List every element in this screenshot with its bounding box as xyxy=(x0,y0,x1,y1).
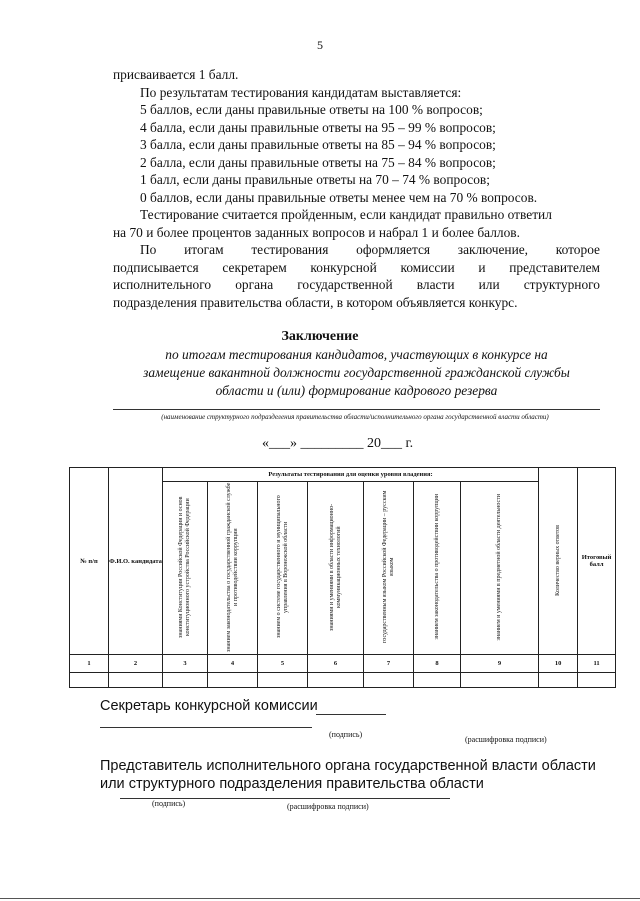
conclusion-subtitle xyxy=(113,346,600,400)
secretary-name-line xyxy=(100,727,312,728)
subtitle-line: по итогам тестирования кандидатов, участвующих в конкурсе на xyxy=(165,347,548,362)
col-number: 1 xyxy=(70,655,109,673)
col-number: 8 xyxy=(414,655,461,673)
col-header-k4-text: знаниями и умениями в области информационно-коммуникационных технологий xyxy=(328,503,342,631)
col-number: 6 xyxy=(308,655,364,673)
col-header-k7-text: знанием и умениями в предметной области деятельности xyxy=(496,493,503,641)
col-header-k1-text: знаниями Конституции Российской Федерации и основ конституционного устройства Российской Федерации xyxy=(178,496,191,638)
col-number: 11 xyxy=(578,655,616,673)
conclusion-title: Заключение xyxy=(281,329,359,344)
text-line: 0 баллов, если даны правильные ответы менее чем на 70 % вопросов. xyxy=(140,189,538,205)
col-number: 7 xyxy=(364,655,414,673)
empty-cell[interactable] xyxy=(539,673,578,688)
results-header: Результаты тестирования для оценки уровня владения: xyxy=(163,468,539,482)
text-line: 1 балл, если даны правильные ответы на 70 – 74 % вопросов; xyxy=(140,172,490,187)
col-number: 4 xyxy=(208,655,258,673)
col-number: 5 xyxy=(258,655,308,673)
col-header-k4 xyxy=(308,482,364,655)
col-header-number: № п/п xyxy=(70,468,109,655)
empty-cell[interactable] xyxy=(414,673,461,688)
empty-cell[interactable] xyxy=(258,673,308,688)
col-header-k5-text: государственным языком Российской Федерации – русским языком xyxy=(381,490,395,644)
col-header-total: Итоговый балл xyxy=(578,468,616,655)
col-header-fio: Ф.И.О. кандидата xyxy=(109,468,163,655)
col-number: 2 xyxy=(109,655,163,673)
table-row xyxy=(70,673,616,688)
text-line: присваивается 1 балл. xyxy=(113,67,239,82)
text-line: Тестирование считается пройденным, если кандидат правильно ответил xyxy=(140,207,552,222)
col-header-correct xyxy=(539,468,578,655)
text-line: 4 балла, если даны правильные ответы на 95 – 99 % вопросов; xyxy=(140,119,496,135)
org-name-caption: (наименование структурного подразделения правительства области/исполнительного органа государственной власти области) xyxy=(161,413,549,421)
empty-cell[interactable] xyxy=(70,673,109,688)
col-number: 9 xyxy=(461,655,539,673)
date-line: «___» _________ 20___ г. xyxy=(262,436,414,451)
empty-cell[interactable] xyxy=(109,673,163,688)
secretary-signature-line xyxy=(316,714,386,715)
text-line: на 70 и более процентов заданных вопросов и набрал 1 и более баллов. xyxy=(113,224,520,240)
text-line: 3 балла, если даны правильные ответы на 85 – 94 % вопросов; xyxy=(140,137,496,152)
subtitle-line: области и (или) формирование кадрового резерва xyxy=(215,383,498,398)
text-line: подразделения правительства области, в котором объявляется конкурс. xyxy=(113,294,518,310)
col-header-k7 xyxy=(461,482,539,655)
representative-line1: Представитель исполнительного органа государственной власти области xyxy=(100,758,596,774)
representative-line2: или структурного подразделения правительства области xyxy=(100,776,484,792)
col-header-correct-text: Количество верных ответов xyxy=(554,524,561,596)
subtitle-line: замещение вакантной должности государственной гражданской службы xyxy=(143,365,570,380)
secretary-label: Секретарь конкурсной комиссии xyxy=(100,698,318,714)
empty-cell[interactable] xyxy=(163,673,208,688)
text-line: По итогам тестирования оформляется заключение, которое xyxy=(140,242,600,257)
rep-signature-caption: (подпись) xyxy=(152,799,186,808)
text-line: исполнительного органа государственной власти или структурного xyxy=(113,277,600,292)
empty-cell[interactable] xyxy=(308,673,364,688)
text-line: 5 баллов, если даны правильные ответы на 100 % вопросов; xyxy=(140,102,483,117)
empty-cell[interactable] xyxy=(578,673,616,688)
org-name-line xyxy=(113,409,600,410)
empty-cell[interactable] xyxy=(461,673,539,688)
secretary-signature-caption: (подпись) xyxy=(329,730,363,739)
empty-cell[interactable] xyxy=(364,673,414,688)
col-header-k6-text: знанием законодательства о противодействии коррупции xyxy=(433,494,440,640)
empty-cell[interactable] xyxy=(208,673,258,688)
text-line: подписывается секретарем конкурсной комиссии и представителем xyxy=(113,259,600,275)
page-bottom-rule xyxy=(0,898,640,899)
col-header-k2 xyxy=(208,482,258,655)
col-header-k3 xyxy=(258,482,308,655)
col-number: 3 xyxy=(163,655,208,673)
text-line: 2 балла, если даны правильные ответы на 75 – 84 % вопросов; xyxy=(140,154,496,170)
col-header-k6 xyxy=(414,482,461,655)
results-table xyxy=(69,467,616,688)
col-header-k2-text: знанием законодательства о государственной гражданской службе и противодействии коррупции xyxy=(225,482,239,652)
col-header-k3-text: знанием о системе государственного и муниципального управления в Воронежской области xyxy=(275,495,289,639)
text-line: По результатам тестирования кандидатам выставляется: xyxy=(140,84,462,100)
secretary-decode-caption: (расшифровка подписи) xyxy=(465,735,547,744)
scoring-paragraph xyxy=(113,66,600,311)
col-header-k5 xyxy=(364,482,414,655)
column-number-row xyxy=(70,655,616,673)
page-number: 5 xyxy=(317,38,323,52)
col-number: 10 xyxy=(539,655,578,673)
rep-decode-caption: (расшифровка подписи) xyxy=(287,802,369,811)
col-header-k1 xyxy=(163,482,208,655)
